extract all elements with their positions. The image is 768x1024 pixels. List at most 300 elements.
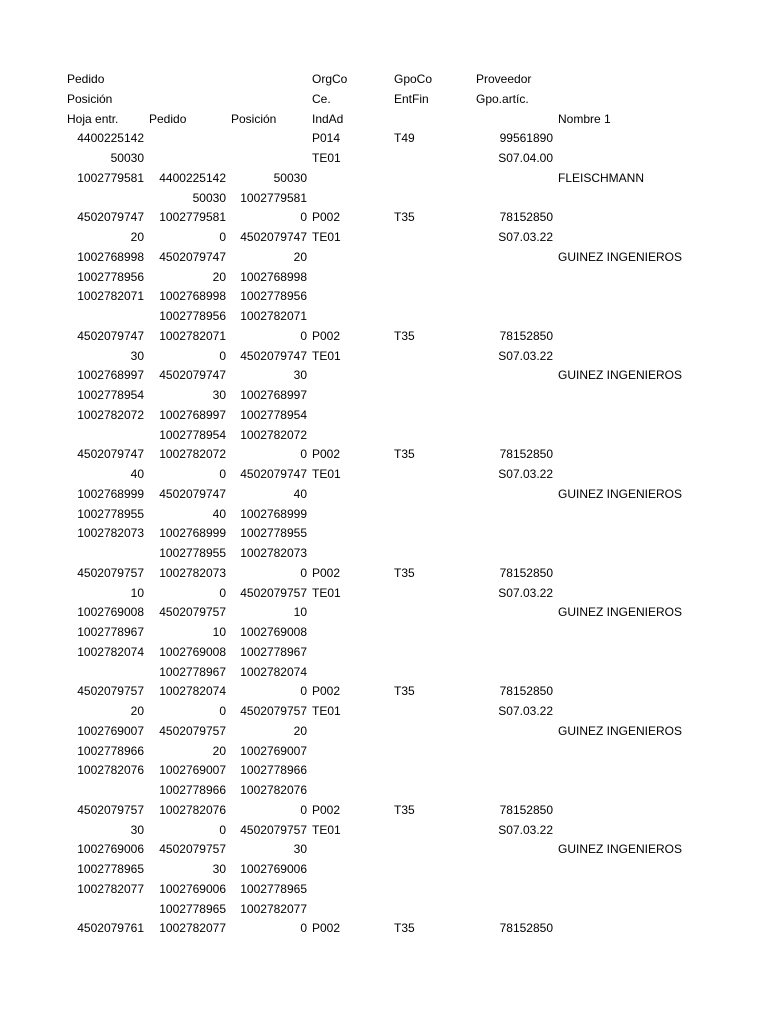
cell-col4 — [393, 426, 475, 446]
cell-col3 — [311, 189, 393, 209]
cell-col0: 1002778967 — [77, 625, 144, 639]
cell-col6 — [557, 149, 637, 169]
cell-col0: 4502079757 — [77, 565, 144, 580]
cell-col5: 78152850 — [499, 802, 553, 817]
cell-col1: 1002779581 — [159, 210, 226, 225]
cell-col1: 1002782072 — [159, 447, 226, 462]
cell-col2: 0 — [300, 684, 307, 699]
table-row — [0, 327, 768, 347]
cell-col0: 1002778955 — [77, 506, 144, 521]
cell-col2: 1002782072 — [240, 427, 307, 442]
cell-col1: 20 — [212, 269, 226, 284]
header-cell-col1 — [148, 70, 230, 90]
cell-col4 — [393, 643, 475, 663]
cell-col4 — [393, 485, 475, 505]
cell-col2: 0 — [300, 328, 307, 343]
cell-col6: GUINEZ INGENIEROS — [558, 486, 683, 501]
cell-col6 — [557, 327, 637, 347]
cell-col1 — [148, 129, 230, 149]
cell-col0: 50030 — [110, 151, 144, 165]
cell-col4 — [393, 149, 475, 169]
cell-col0: 10 — [130, 585, 144, 600]
cell-col6 — [557, 564, 637, 584]
cell-col1: 1002782076 — [159, 802, 226, 817]
cell-col6 — [557, 880, 637, 900]
cell-col2: 1002778967 — [240, 644, 307, 659]
cell-col1: 1002768998 — [159, 289, 226, 304]
cell-col2: 4502079757 — [240, 704, 307, 718]
cell-col5: 78152850 — [499, 921, 553, 936]
cell-col1: 10 — [212, 625, 226, 639]
cell-col3 — [311, 880, 393, 900]
cell-col5 — [475, 544, 557, 564]
cell-col1: 0 — [219, 585, 226, 600]
table-row — [0, 189, 768, 209]
cell-col4: T35 — [394, 328, 415, 343]
cell-col6: GUINEZ INGENIEROS — [558, 605, 683, 620]
header-cell-col4: GpoCo — [394, 72, 433, 86]
cell-col2: 20 — [293, 723, 307, 738]
cell-col5 — [475, 900, 557, 920]
header-cell-col6: Nombre 1 — [558, 111, 611, 126]
cell-col6 — [557, 208, 637, 228]
table-row — [0, 406, 768, 426]
cell-col0: 1002782076 — [77, 763, 144, 778]
cell-col5 — [475, 840, 557, 860]
table-row — [0, 564, 768, 584]
cell-col2: 1002778965 — [240, 881, 307, 896]
cell-col0: 1002779581 — [77, 170, 144, 185]
cell-col6 — [557, 406, 637, 426]
cell-col1: 1002769006 — [159, 881, 226, 896]
table-row — [0, 208, 768, 228]
cell-col1: 1002782077 — [159, 921, 226, 936]
cell-col2: 4502079747 — [240, 348, 307, 363]
cell-col0: 1002769006 — [77, 842, 144, 857]
cell-col1: 30 — [212, 862, 226, 876]
cell-col4: T35 — [394, 802, 415, 817]
cell-col3 — [311, 781, 393, 801]
cell-col6: GUINEZ INGENIEROS — [558, 368, 683, 383]
table-row — [0, 465, 768, 485]
cell-col4 — [393, 702, 475, 722]
cell-col3 — [311, 643, 393, 663]
cell-col5: 78152850 — [499, 447, 553, 462]
cell-col4 — [393, 386, 475, 406]
cell-col6: FLEISCHMANN — [558, 170, 645, 185]
cell-col1: 1002782071 — [159, 328, 226, 343]
cell-col0 — [66, 307, 148, 327]
cell-col2: 30 — [293, 842, 307, 857]
cell-col5 — [475, 643, 557, 663]
cell-col5: 78152850 — [499, 328, 553, 343]
header-row — [0, 90, 768, 110]
cell-col5 — [475, 366, 557, 386]
cell-col5 — [475, 307, 557, 327]
cell-col0: 1002778954 — [77, 388, 144, 402]
table-row — [0, 248, 768, 268]
cell-col3 — [311, 603, 393, 623]
cell-col0: 1002778956 — [77, 269, 144, 284]
cell-col1: 1002778955 — [159, 546, 226, 560]
cell-col2: 40 — [293, 486, 307, 501]
cell-col2: 1002782077 — [240, 901, 307, 916]
cell-col0: 1002769007 — [77, 723, 144, 738]
cell-col6 — [557, 900, 637, 920]
cell-col4 — [393, 584, 475, 604]
cell-col4: T49 — [394, 131, 415, 146]
cell-col5: S07.03.22 — [498, 704, 553, 718]
header-cell-col0: Posición — [67, 91, 113, 106]
cell-col6 — [557, 702, 637, 722]
cell-col2 — [230, 129, 311, 149]
cell-col6 — [557, 426, 637, 446]
cell-col0 — [66, 189, 148, 209]
cell-col1: 1002768999 — [159, 526, 226, 541]
cell-col3 — [311, 307, 393, 327]
cell-col5 — [475, 761, 557, 781]
cell-col1: 0 — [219, 704, 226, 718]
cell-col2: 1002769006 — [240, 862, 307, 876]
header-cell-col2 — [230, 70, 311, 90]
cell-col6 — [557, 268, 637, 288]
table-row — [0, 386, 768, 406]
cell-col6 — [557, 524, 637, 544]
table-row — [0, 742, 768, 762]
cell-col3 — [311, 524, 393, 544]
cell-col0: 30 — [130, 822, 144, 837]
cell-col0: 1002778966 — [77, 743, 144, 758]
cell-col5: S07.03.22 — [498, 822, 553, 837]
cell-col0: 1002778965 — [77, 862, 144, 876]
cell-col5 — [475, 268, 557, 288]
table-row — [0, 347, 768, 367]
cell-col2: 0 — [300, 447, 307, 462]
cell-col4 — [393, 840, 475, 860]
cell-col4 — [393, 228, 475, 248]
cell-col0: 1002782077 — [77, 881, 144, 896]
cell-col1: 0 — [219, 230, 226, 244]
cell-col5: S07.03.22 — [498, 348, 553, 363]
header-cell-col6 — [557, 90, 637, 110]
cell-col5 — [475, 406, 557, 426]
cell-col3: P014 — [312, 131, 341, 146]
cell-col0: 4502079757 — [77, 802, 144, 817]
cell-col3: TE01 — [312, 230, 341, 244]
table-row — [0, 682, 768, 702]
cell-col5: S07.04.00 — [498, 151, 553, 165]
table-row — [0, 643, 768, 663]
cell-col4 — [393, 821, 475, 841]
cell-col0: 1002782072 — [77, 407, 144, 422]
cell-col2: 20 — [293, 249, 307, 264]
cell-col2: 1002779581 — [240, 190, 307, 205]
cell-col6 — [557, 663, 637, 683]
cell-col0: 1002768998 — [77, 249, 144, 264]
header-cell-col5 — [475, 110, 557, 130]
cell-col4 — [393, 742, 475, 762]
cell-col0: 4502079747 — [77, 447, 144, 462]
cell-col3: TE01 — [312, 822, 341, 837]
table-row — [0, 919, 768, 939]
cell-col0: 30 — [130, 348, 144, 363]
cell-col3 — [311, 248, 393, 268]
cell-col5: 78152850 — [499, 565, 553, 580]
cell-col0: 1002768997 — [77, 368, 144, 383]
cell-col6 — [557, 129, 637, 149]
table-row — [0, 129, 768, 149]
cell-col0 — [66, 426, 148, 446]
cell-col0: 1002782074 — [77, 644, 144, 659]
cell-col3 — [311, 406, 393, 426]
cell-col4 — [393, 465, 475, 485]
cell-col3 — [311, 287, 393, 307]
cell-col2: 1002782074 — [240, 664, 307, 679]
cell-col5 — [475, 248, 557, 268]
cell-col2 — [230, 149, 311, 169]
cell-col5: 78152850 — [499, 684, 553, 699]
cell-col2: 1002782076 — [240, 783, 307, 797]
cell-col5 — [475, 287, 557, 307]
cell-col0 — [66, 781, 148, 801]
cell-col5 — [475, 781, 557, 801]
cell-col5 — [475, 860, 557, 880]
cell-col5 — [475, 742, 557, 762]
cell-col3 — [311, 663, 393, 683]
cell-col1: 1002769008 — [159, 644, 226, 659]
cell-col0: 40 — [130, 467, 144, 481]
cell-col0: 4502079747 — [77, 210, 144, 225]
header-cell-col2 — [230, 90, 311, 110]
cell-col1: 4400225142 — [159, 170, 226, 185]
cell-col3: P002 — [312, 565, 341, 580]
table-row — [0, 426, 768, 446]
cell-col2: 1002782073 — [240, 546, 307, 560]
table-row — [0, 228, 768, 248]
table-row — [0, 485, 768, 505]
cell-col1: 4502079757 — [159, 723, 226, 738]
cell-col4 — [393, 287, 475, 307]
header-cell-col1: Pedido — [149, 111, 187, 126]
table-row — [0, 149, 768, 169]
cell-col2: 0 — [300, 565, 307, 580]
cell-col4 — [393, 189, 475, 209]
table-row — [0, 840, 768, 860]
cell-col1: 50030 — [192, 190, 226, 205]
cell-col5: S07.03.22 — [498, 230, 553, 244]
table-row — [0, 821, 768, 841]
cell-col2: 0 — [300, 921, 307, 936]
cell-col4 — [393, 406, 475, 426]
cell-col1: 1002778965 — [159, 901, 226, 916]
table-row — [0, 623, 768, 643]
cell-col3 — [311, 268, 393, 288]
cell-col6 — [557, 505, 637, 525]
cell-col3 — [311, 426, 393, 446]
cell-col4 — [393, 248, 475, 268]
cell-col2: 1002782071 — [240, 309, 307, 323]
cell-col6 — [557, 761, 637, 781]
cell-col4 — [393, 366, 475, 386]
header-cell-col1 — [148, 90, 230, 110]
cell-col5: S07.03.22 — [498, 585, 553, 600]
cell-col3 — [311, 386, 393, 406]
cell-col1: 1002778967 — [159, 664, 226, 679]
cell-col1: 0 — [219, 348, 226, 363]
cell-col0: 1002782071 — [77, 289, 144, 304]
cell-col6 — [557, 623, 637, 643]
table-row — [0, 445, 768, 465]
cell-col3: P002 — [312, 210, 341, 225]
cell-col0 — [66, 900, 148, 920]
cell-col2: 1002778956 — [240, 289, 307, 304]
cell-col6 — [557, 584, 637, 604]
cell-col6 — [557, 682, 637, 702]
cell-col4 — [393, 603, 475, 623]
cell-col2: 1002768999 — [240, 506, 307, 521]
cell-col6: GUINEZ INGENIEROS — [558, 842, 683, 857]
cell-col5: S07.03.22 — [498, 467, 553, 481]
cell-col3 — [311, 722, 393, 742]
cell-col2: 1002769008 — [240, 625, 307, 639]
cell-col1: 0 — [219, 467, 226, 481]
cell-col2: 0 — [300, 802, 307, 817]
cell-col1: 4502079747 — [159, 486, 226, 501]
cell-col4 — [393, 505, 475, 525]
cell-col6 — [557, 544, 637, 564]
cell-col1: 1002778954 — [159, 427, 226, 442]
header-cell-col0: Hoja entr. — [67, 111, 119, 126]
cell-col6 — [557, 643, 637, 663]
cell-col5 — [475, 623, 557, 643]
cell-col4 — [393, 169, 475, 189]
cell-col6 — [557, 228, 637, 248]
cell-col4: T35 — [394, 210, 415, 225]
cell-col4: T35 — [394, 684, 415, 699]
cell-col5 — [475, 189, 557, 209]
cell-col4 — [393, 623, 475, 643]
cell-col1: 0 — [219, 822, 226, 837]
header-row — [0, 70, 768, 90]
cell-col4 — [393, 347, 475, 367]
cell-col3: TE01 — [312, 151, 341, 165]
cell-col4: T35 — [394, 921, 415, 936]
table-row — [0, 268, 768, 288]
cell-col5 — [475, 880, 557, 900]
cell-col2: 0 — [300, 210, 307, 225]
cell-col3 — [311, 505, 393, 525]
cell-col1: 4502079747 — [159, 368, 226, 383]
cell-col5: 78152850 — [499, 210, 553, 225]
cell-col4 — [393, 761, 475, 781]
cell-col3 — [311, 900, 393, 920]
cell-col4 — [393, 880, 475, 900]
cell-col5 — [475, 505, 557, 525]
cell-col0: 20 — [130, 704, 144, 718]
table-row — [0, 524, 768, 544]
cell-col6 — [557, 465, 637, 485]
cell-col1: 40 — [212, 506, 226, 521]
cell-col5 — [475, 426, 557, 446]
cell-col3: TE01 — [312, 704, 341, 718]
cell-col2: 30 — [293, 368, 307, 383]
header-row — [0, 110, 768, 130]
cell-col6 — [557, 742, 637, 762]
cell-col4: T35 — [394, 447, 415, 462]
cell-col3: P002 — [312, 684, 341, 699]
cell-col0 — [66, 663, 148, 683]
header-cell-col0: Pedido — [67, 72, 105, 86]
cell-col3: TE01 — [312, 348, 341, 363]
table-row — [0, 702, 768, 722]
table-row — [0, 781, 768, 801]
cell-col5 — [475, 722, 557, 742]
header-cell-col5: Proveedor — [476, 72, 532, 86]
header-cell-col6 — [557, 70, 637, 90]
cell-col1: 4502079757 — [159, 842, 226, 857]
table-row — [0, 505, 768, 525]
header-cell-col2: Posición — [231, 111, 277, 126]
table-row — [0, 722, 768, 742]
cell-col6: GUINEZ INGENIEROS — [558, 723, 683, 738]
cell-col0: 20 — [130, 230, 144, 244]
cell-col4 — [393, 900, 475, 920]
cell-col0 — [66, 544, 148, 564]
table-row — [0, 663, 768, 683]
cell-col5: 99561890 — [499, 131, 553, 146]
cell-col1: 1002778966 — [159, 783, 226, 797]
cell-col2: 4502079747 — [240, 467, 307, 481]
cell-col3 — [311, 485, 393, 505]
cell-col3: P002 — [312, 921, 341, 936]
header-cell-col3: OrgCo — [312, 72, 348, 86]
table-row — [0, 169, 768, 189]
cell-col2: 1002769007 — [240, 743, 307, 758]
cell-col1: 1002769007 — [159, 763, 226, 778]
cell-col1: 1002782073 — [159, 565, 226, 580]
cell-col4 — [393, 544, 475, 564]
cell-col3: TE01 — [312, 467, 341, 481]
cell-col6 — [557, 189, 637, 209]
cell-col4 — [393, 524, 475, 544]
cell-col0: 1002769008 — [77, 605, 144, 620]
cell-col6 — [557, 781, 637, 801]
header-cell-col3: IndAd — [312, 111, 344, 126]
cell-col3 — [311, 761, 393, 781]
cell-col1: 20 — [212, 743, 226, 758]
cell-col4 — [393, 781, 475, 801]
header-cell-col5: Gpo.artíc. — [476, 91, 529, 106]
cell-col6 — [557, 821, 637, 841]
cell-col3 — [311, 742, 393, 762]
table-row — [0, 860, 768, 880]
cell-col4 — [393, 722, 475, 742]
cell-col3: P002 — [312, 802, 341, 817]
cell-col6 — [557, 287, 637, 307]
cell-col6: GUINEZ INGENIEROS — [558, 249, 683, 264]
cell-col2: 1002778966 — [240, 763, 307, 778]
cell-col2: 4502079747 — [240, 230, 307, 244]
table-row — [0, 544, 768, 564]
cell-col6 — [557, 307, 637, 327]
cell-col3: P002 — [312, 328, 341, 343]
cell-col5 — [475, 603, 557, 623]
cell-col3 — [311, 366, 393, 386]
cell-col1 — [148, 149, 230, 169]
table-row — [0, 801, 768, 821]
cell-col0: 1002782073 — [77, 526, 144, 541]
cell-col2: 1002778954 — [240, 407, 307, 422]
